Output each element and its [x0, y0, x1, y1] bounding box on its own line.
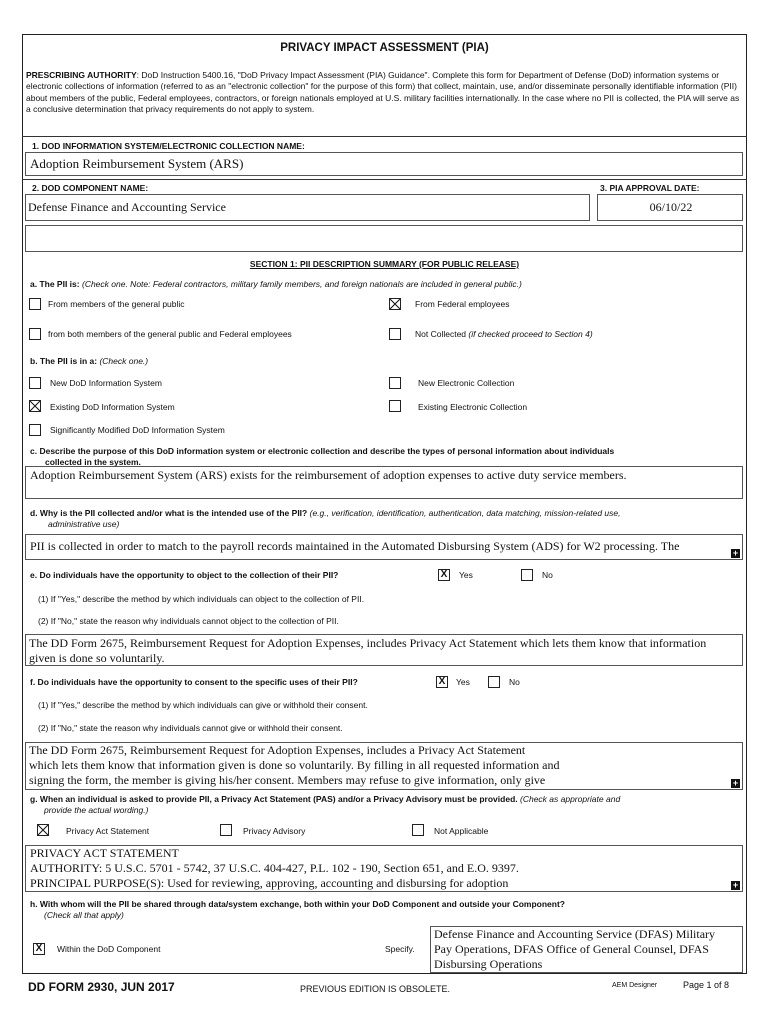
qh-label-text: h. With whom will the PII be shared through data/system exchange, both within your DoD Component and outside your Component? [30, 899, 565, 909]
qb-opt2-label: New Electronic Collection [418, 378, 515, 388]
qf-no-label: No [509, 677, 520, 687]
expand-icon[interactable]: + [732, 778, 739, 788]
section1-title: SECTION 1: PII DESCRIPTION SUMMARY (FOR PUBLIC RELEASE) [249, 259, 520, 269]
check-x-icon [390, 299, 400, 309]
object-value-line2: given is done so voluntarily. [29, 651, 165, 665]
qa-opt2-label: From Federal employees [415, 299, 510, 309]
form-title: PRIVACY IMPACT ASSESSMENT (PIA) [280, 42, 489, 54]
expand-icon[interactable]: + [732, 880, 739, 890]
intended-use-field[interactable] [25, 534, 743, 560]
qh-opt1-label: Within the DoD Component [57, 944, 161, 954]
check-x-icon [30, 401, 40, 411]
q3-label: 3. PIA APPROVAL DATE: [600, 183, 700, 193]
aem-designer-label: AEM Designer [612, 982, 658, 989]
obsolete-notice: PREVIOUS EDITION IS OBSOLETE. [300, 984, 451, 994]
consent-field[interactable] [25, 742, 743, 790]
prescribing-text: : DoD Instruction 5400.16, "DoD Privacy Impact Assessment (PIA) Guidance". Complete this form for Department of Defense (DoD) information systems or electronic collections of information (referred to as an "electronic collection" for the purpose of this form) that collect, maintain, use, and/or disseminate personally identifiable information (PII) about members of the public, Federal employees, contractors, or foreign nationals employed at U.S. military facilities internationally. In the case where no PII is collected, the PIA will serve as a conclusive determination that privacy requirements do not apply to system. [26, 70, 740, 114]
form-id: DD FORM 2930, JUN 2017 [28, 980, 175, 994]
qf-yes-label: Yes [456, 677, 470, 687]
qe-no-label: No [542, 570, 553, 580]
qg-advisory-checkbox[interactable] [220, 824, 232, 836]
specify-value-line2: Pay Operations, DFAS Office of General Counsel, DFAS [434, 942, 709, 956]
qd-label [30, 508, 742, 529]
qf-sub2: (2) If "No," state the reason why individuals cannot give or withhold their consent. [38, 723, 343, 733]
divider [22, 179, 747, 180]
blank-field[interactable] [25, 225, 743, 252]
qb-modified-system-checkbox[interactable] [29, 424, 41, 436]
qb-label: b. The PII is in a: [30, 356, 98, 366]
object-value-line1: The DD Form 2675, Reimbursement Request for Adoption Expenses, includes Privacy Act Statement which lets them know that information [29, 636, 707, 650]
qg-hint2: provide the actual wording.) [44, 804, 149, 815]
page-number: Page 1 of 8 [683, 980, 730, 990]
qh-specify-label: Specify. [385, 944, 415, 954]
component-name-value: Defense Finance and Accounting Service [28, 200, 226, 214]
qg-opt3-label: Not Applicable [434, 826, 489, 836]
qa-opt4-row [415, 329, 593, 339]
qg-opt2-label: Privacy Advisory [243, 826, 306, 836]
specify-value-line3: Disbursing Operations [434, 957, 543, 971]
component-name-field[interactable] [25, 194, 590, 221]
qf-sub1: (1) If "Yes," describe the method by which individuals can give or withhold their consent. [38, 700, 368, 710]
qa-both-checkbox[interactable] [29, 328, 41, 340]
qe-no-checkbox[interactable] [521, 569, 533, 581]
qa-general-public-checkbox[interactable] [29, 298, 41, 310]
pas-value-line1: PRIVACY ACT STATEMENT [30, 846, 179, 860]
qe-sub2: (2) If "No," state the reason why individuals cannot object to the collection of PII. [38, 616, 339, 626]
qa-label-row [30, 279, 522, 289]
qd-hint2: administrative use) [48, 518, 120, 529]
qg-hint: (Check as appropriate and [520, 794, 621, 804]
qc-label [30, 446, 742, 467]
within-component-specify-field[interactable] [430, 926, 743, 973]
qe-yes-checkbox[interactable]: X [438, 569, 450, 581]
qa-label: a. The PII is: [30, 279, 80, 289]
consent-value-line1: The DD Form 2675, Reimbursement Request for Adoption Expenses, includes a Privacy Act Statement [29, 743, 526, 757]
qe-yes-label: Yes [459, 570, 473, 580]
prescribing-label: PRESCRIBING AUTHORITY [26, 70, 137, 80]
system-name-value: Adoption Reimbursement System (ARS) [30, 156, 244, 171]
qb-opt3-label: Existing DoD Information System [50, 402, 175, 412]
pas-value-line2: AUTHORITY: 5 U.S.C. 5701 - 5742, 37 U.S.C. 404-427, P.L. 102 - 190, Section 651, and E.O. 9397. [30, 861, 519, 875]
qa-opt3-label: from both members of the general public and Federal employees [48, 329, 292, 339]
q2-label: 2. DOD COMPONENT NAME: [32, 183, 149, 193]
consent-value-line2: which lets them know that information given is done so voluntarily. By filling in all requested information and [29, 758, 560, 772]
qb-label-row [30, 356, 148, 366]
approval-date-field[interactable] [597, 194, 743, 221]
approval-date-value: 06/10/22 [649, 200, 693, 214]
qg-pas-checkbox[interactable] [37, 824, 49, 836]
qb-opt1-label: New DoD Information System [50, 378, 162, 388]
qg-na-checkbox[interactable] [412, 824, 424, 836]
qf-no-checkbox[interactable] [488, 676, 500, 688]
qa-hint: (Check one. Note: Federal contractors, military family members, and foreign nationals are included in general public.) [81, 279, 522, 289]
qe-label: e. Do individuals have the opportunity to object to the collection of their PII? [30, 570, 339, 580]
qh-within-component-checkbox[interactable]: X [33, 943, 45, 955]
qe-sub1: (1) If "Yes," describe the method by which individuals can object to the collection of PII. [38, 594, 365, 604]
expand-icon[interactable]: + [732, 548, 739, 558]
q1-label: 1. DOD INFORMATION SYSTEM/ELECTRONIC COLLECTION NAME: [32, 141, 305, 151]
qb-opt4-label: Existing Electronic Collection [418, 402, 528, 412]
qd-label-text: d. Why is the PII collected and/or what is the intended use of the PII? [30, 508, 308, 518]
qb-new-collection-checkbox[interactable] [389, 377, 401, 389]
qb-existing-system-checkbox[interactable] [29, 400, 41, 412]
qb-hint: (Check one.) [99, 356, 149, 366]
prescribing-authority [26, 70, 742, 115]
qb-opt5-label: Significantly Modified DoD Information System [50, 425, 225, 435]
qb-existing-collection-checkbox[interactable] [389, 400, 401, 412]
qa-opt1-label: From members of the general public [48, 299, 185, 309]
check-x-icon [38, 825, 48, 835]
system-name-field[interactable] [25, 152, 743, 176]
pas-text-field[interactable] [25, 845, 743, 892]
purpose-field[interactable] [25, 466, 743, 499]
object-field[interactable] [25, 634, 743, 666]
intended-use-value: PII is collected in order to match to the payroll records maintained in the Automated Disbursing System (ADS) for W2 processing. The [30, 539, 680, 553]
qh-label [30, 899, 742, 921]
consent-value-line3: signing the form, the member is giving his/her consent. Members may refuse to give information, only give [29, 773, 546, 787]
qg-label [30, 794, 742, 815]
qa-opt4-label: Not Collected [415, 329, 467, 339]
qc-label-line2: collected in the system. [45, 456, 141, 467]
specify-value-line1: Defense Finance and Accounting Service (DFAS) Military [434, 927, 716, 941]
qg-label-text: g. When an individual is asked to provide PII, a Privacy Act Statement (PAS) and/or a Privacy Advisory must be provided. [30, 794, 518, 804]
qb-new-system-checkbox[interactable] [29, 377, 41, 389]
divider [22, 136, 747, 137]
qd-hint: (e.g., verification, identification, authentication, data matching, mission-related use, [309, 508, 621, 518]
qc-label-line1: c. Describe the purpose of this DoD information system or electronic collection and describe the types of personal information about individuals [30, 446, 615, 456]
qa-not-collected-checkbox[interactable] [389, 328, 401, 340]
qf-yes-checkbox[interactable]: X [436, 676, 448, 688]
pas-value-line3: PRINCIPAL PURPOSE(S): Used for reviewing, approving, accounting and disbursing for adoption [30, 876, 509, 890]
qf-label: f. Do individuals have the opportunity to consent to the specific uses of their PII? [30, 677, 358, 687]
qa-opt4-hint: (if checked proceed to Section 4) [468, 329, 593, 339]
qh-hint: (Check all that apply) [44, 910, 124, 920]
qa-federal-employees-checkbox[interactable] [389, 298, 401, 310]
qg-opt1-label: Privacy Act Statement [66, 826, 150, 836]
purpose-value: Adoption Reimbursement System (ARS) exists for the reimbursement of adoption expenses to active duty service members. [30, 468, 627, 482]
